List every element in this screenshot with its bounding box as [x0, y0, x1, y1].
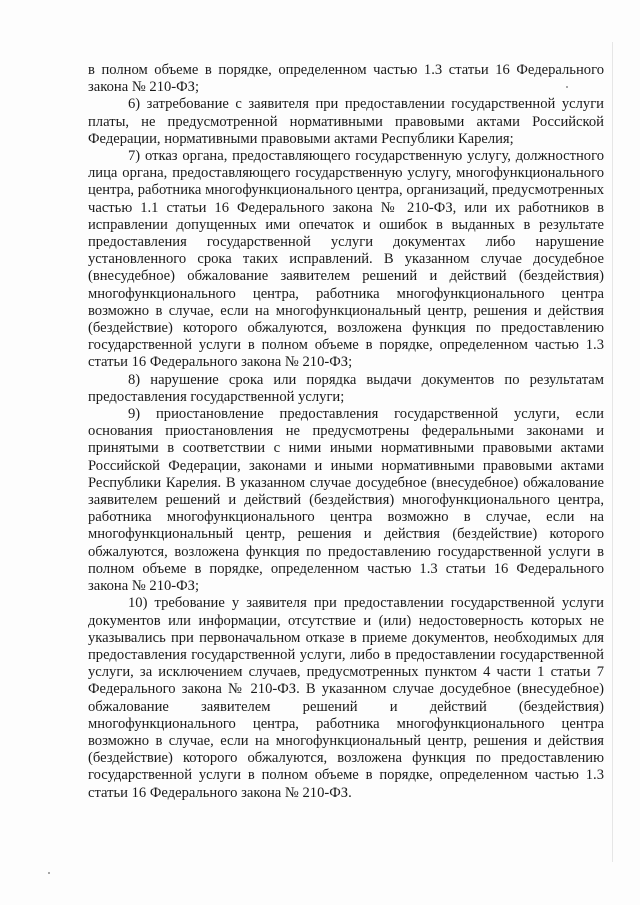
scan-edge-mark	[612, 42, 613, 862]
document-body	[88, 62, 604, 802]
paragraph-item-9: 9) приостановление предоставления государственной услуги, если основания приостановления не предусмотрены федеральными законами и принятыми в соответствии с ними иными нормативными правовыми актами Российской Федерации, законами и иными нормативными правовыми актами Республики Карелия. В указанном случае досудебное (внесудебное) обжалование заявителем решений и действий (бездействия) многофункционального центра, работника многофункционального центра возможно в случае, если на многофункциональный центр, решения и действия (бездействие) которого обжалуются, возложена функция по предоставлению государственной услуги в полном объеме в порядке, определенном частью 1.3 статьи 16 Федерального закона № 210-ФЗ;	[88, 406, 604, 595]
paragraph-item-10: 10) требование у заявителя при предоставлении государственной услуги документов или информации, отсутствие и (или) недостоверность которых не указывались при первоначальном отказе в приеме документов, необходимых для предоставления государственной услуги, либо в предоставлении государственной услуги, за исключением случаев, предусмотренных пунктом 4 части 1 статьи 7 Федерального закона № 210-ФЗ. В указанном случае досудебное (внесудебное) обжалование заявителем решений и действий (бездействия) многофункционального центра, работника многофункционального центра возможно в случае, если на многофункциональный центр, решения и действия (бездействие) которого обжалуются, возложена функция по предоставлению государственной услуги в полном объеме в порядке, определенном частью 1.3 статьи 16 Федерального закона № 210-ФЗ.	[88, 595, 604, 801]
scan-speck	[48, 872, 50, 874]
paragraph-item-8: 8) нарушение срока или порядка выдачи документов по результатам предоставления государственной услуги;	[88, 371, 604, 405]
paragraph-item-7: 7) отказ органа, предоставляющего государственную услугу, должностного лица органа, предоставляющего государственную услугу, многофункционального центра, работника многофункционального центра, организаций, предусмотренных частью 1.1 статьи 16 Федерального закона № 210-ФЗ, или их работников в исправлении допущенных ими опечаток и ошибок в выданных в результате предоставления государственной услуги документах либо нарушение установленного срока таких исправлений. В указанном случае досудебное (внесудебное) обжалование заявителем решений и действий (бездействия) многофункционального центра, работника многофункционального центра возможно в случае, если на многофункциональный центр, решения и действия (бездействие) которого обжалуются, возложена функция по предоставлению государственной услуги в полном объеме в порядке, определенном частью 1.3 статьи 16 Федерального закона № 210-ФЗ;	[88, 148, 604, 371]
paragraph-item-6: 6) затребование с заявителя при предоставлении государственной услуги платы, не предусмотренной нормативными правовыми актами Российской Федерации, нормативными правовыми актами Республики Карелия;	[88, 96, 604, 147]
paragraph-lead: в полном объеме в порядке, определенном частью 1.3 статьи 16 Федерального закона № 210-ФЗ;	[88, 62, 604, 96]
